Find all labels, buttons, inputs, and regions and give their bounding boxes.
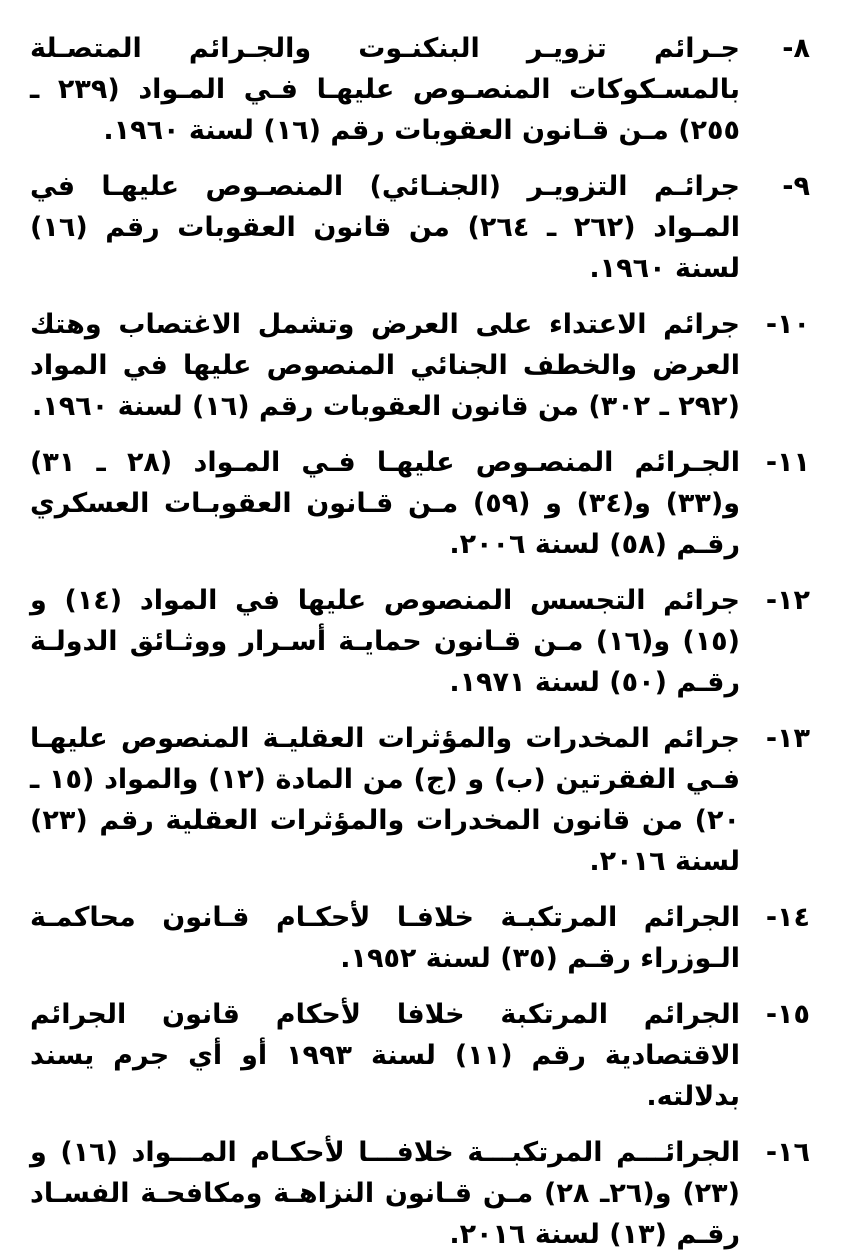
list-item [30, 166, 810, 289]
item-text: جرائم التجسس المنصوص عليها في المواد (١٤) و (١٥) و(١٦) مـن قـانون حمايـة أسـرار ووثـائق الدولـة رقـم (٥٠) لسنة ١٩٧١. [30, 585, 740, 698]
item-text: الجرائم المرتكبة خلافا لأحكام قانون الجرائم الاقتصادية رقم (١١) لسنة ١٩٩٣ أو أي جرم يسند بدلالته. [30, 999, 740, 1112]
item-number: ١١- [765, 447, 810, 478]
item-text: جـرائم تزويـر البنكنـوت والجـرائم المتصـلة بالمسـكوكات المنصـوص عليهـا فـي المـواد (٢٣٩ ـ ٢٥٥) مـن قـانون العقوبات رقم (١٦) لسنة ١٩٦٠. [30, 33, 741, 146]
item-number: ١٦- [765, 1137, 810, 1168]
item-number: ١٥- [765, 999, 810, 1030]
list-item [30, 1132, 810, 1255]
list-item [30, 580, 810, 703]
item-text: جرائـم التزويـر (الجنـائي) المنصـوص عليهـا في المـواد (٢٦٢ ـ ٢٦٤) من قانون العقوبات رقم (١٦) لسنة ١٩٦٠. [30, 171, 740, 284]
item-number: ١٣- [765, 723, 810, 754]
item-number: ١٢- [765, 585, 810, 616]
list-item [30, 28, 810, 151]
list-item [30, 442, 810, 565]
item-number: ١٠- [765, 309, 810, 340]
list-item [30, 718, 810, 882]
item-text: الجرائم المرتكبـة خلافـا لأحكـام قـانون محاكمـة الـوزراء رقـم (٣٥) لسنة ١٩٥٢. [30, 902, 740, 974]
item-text: الجـرائم المنصـوص عليهـا فـي المـواد (٢٨ ـ ٣١) و(٣٣) و(٣٤) و (٥٩) مـن قـانون العقوبـات العسكري رقـم (٥٨) لسنة ٢٠٠٦. [30, 447, 740, 560]
list-item [30, 897, 810, 979]
item-number: ٩- [782, 171, 810, 202]
item-text: الجرائـــم المرتكبـــة خلافـــا لأحكـام المـــواد (١٦) و (٢٣) و(٢٦ـ ٢٨) مـن قـانون النزاهـة ومكافحـة الفسـاد رقـم (١٣) لسنة ٢٠١٦. [30, 1137, 740, 1250]
item-text: جرائم المخدرات والمؤثرات العقليـة المنصوص عليهـا فـي الفقرتين (ب) و (ج) من المادة (١٢) والمواد (١٥ ـ ٢٠) من قانون المخدرات والمؤثرات العقلية رقم (٢٣) لسنة ٢٠١٦. [30, 723, 740, 877]
item-number: ١٤- [765, 902, 810, 933]
item-number: ٨- [782, 33, 810, 64]
list-item [30, 304, 810, 427]
item-text: جرائم الاعتداء على العرض وتشمل الاغتصاب وهتك العرض والخطف الجنائي المنصوص عليها في المواد (٢٩٢ ـ ٣٠٢) من قانون العقوبات رقم (١٦) لسنة ١٩٦٠. [30, 309, 740, 422]
list-item [30, 994, 810, 1117]
